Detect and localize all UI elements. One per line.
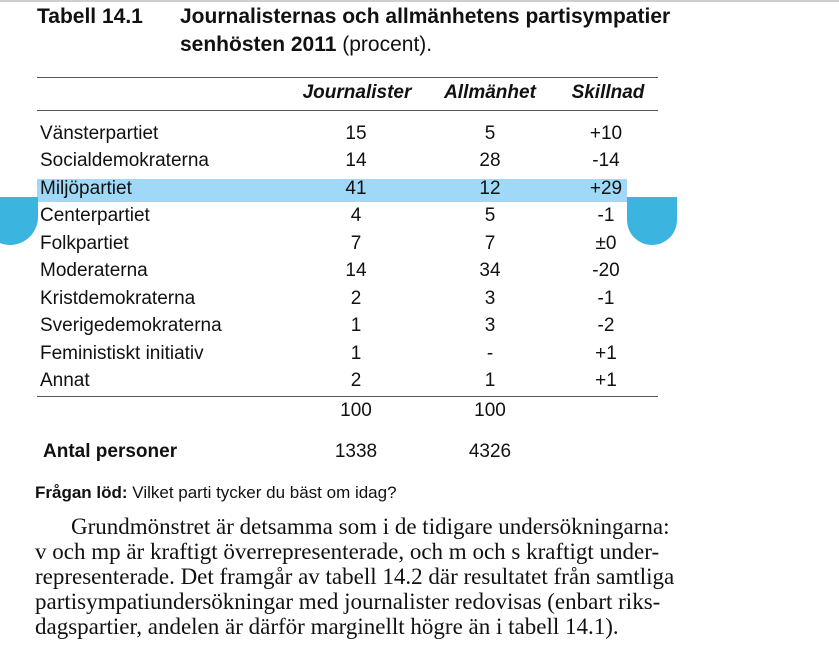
body-paragraph: [35, 514, 805, 639]
party-name: Vänsterpartiet: [40, 123, 159, 144]
value-allmanhet: -: [486, 343, 494, 364]
value-skillnad: ±0: [595, 233, 617, 254]
value-journalister: 2: [350, 370, 362, 391]
party-name: Centerpartiet: [40, 205, 150, 226]
table-title: Journalisternas och allmänhetens partisympatier: [180, 5, 671, 28]
body-line: v och mp är kraftigt överrepresenterade, och m och s kraftigt under-: [35, 539, 660, 564]
table-row[interactable]: [37, 313, 658, 340]
antal-journalister: 1338: [334, 441, 378, 462]
value-allmanhet: 12: [479, 178, 501, 199]
value-journalister: 2: [350, 288, 362, 309]
value-skillnad: -14: [592, 150, 620, 171]
value-skillnad: +10: [589, 123, 623, 144]
party-name: Socialdemokraterna: [40, 150, 209, 171]
table-subtitle: senhösten 2011 (procent).: [180, 33, 433, 56]
table-number: Tabell 14.1: [37, 5, 143, 28]
value-journalister: 41: [345, 178, 367, 199]
body-line: representerade. Det framgår av tabell 14.2 där resultatet från samtliga: [35, 564, 675, 589]
antal-allmanhet: 4326: [468, 441, 512, 462]
top-divider: [0, 0, 839, 2]
table-row[interactable]: [37, 231, 658, 258]
value-skillnad: -2: [597, 315, 615, 336]
col-header-journalister: Journalister: [302, 82, 412, 103]
body-line: partisympatiundersökningar med journalister redovisas (enbart riks-: [35, 589, 661, 614]
value-journalister: 15: [345, 123, 367, 144]
value-journalister: 4: [350, 205, 362, 226]
value-allmanhet: 5: [484, 205, 496, 226]
table-row[interactable]: [37, 286, 658, 313]
table-row[interactable]: [37, 121, 658, 148]
body-line: dagspartier, andelen är därför marginellt högre än i tabell 14.1).: [35, 614, 619, 639]
table-row[interactable]: [37, 368, 658, 395]
value-skillnad: +1: [595, 370, 617, 391]
value-skillnad: -20: [592, 260, 620, 281]
value-skillnad: -1: [597, 288, 615, 309]
value-allmanhet: 3: [484, 288, 496, 309]
party-name: Feministiskt initiativ: [40, 343, 204, 364]
value-allmanhet: 34: [479, 260, 501, 281]
survey-question: Frågan löd: Vilket parti tycker du bäst om idag?: [35, 483, 397, 502]
table-row[interactable]: [37, 341, 658, 368]
header-rule: [37, 110, 658, 111]
value-allmanhet: 1: [484, 370, 496, 391]
antal-personer-label: Antal personer: [43, 441, 178, 462]
value-allmanhet: 7: [484, 233, 496, 254]
party-name: Sverigedemokraterna: [40, 315, 222, 336]
table-top-rule: [37, 77, 658, 78]
table-row[interactable]: [37, 203, 658, 230]
value-skillnad: +29: [589, 178, 623, 199]
party-name: Kristdemokraterna: [40, 288, 196, 309]
col-header-skillnad: Skillnad: [571, 82, 645, 103]
body-line: Grundmönstret är detsamma som i de tidigare undersökningarna:: [71, 514, 670, 539]
sum-allmanhet: 100: [474, 400, 506, 421]
value-skillnad: -1: [597, 205, 615, 226]
col-header-allmanhet: Allmänhet: [444, 82, 536, 103]
sum-rule: [37, 396, 658, 397]
value-allmanhet: 3: [484, 315, 496, 336]
value-allmanhet: 5: [484, 123, 496, 144]
table-row[interactable]: [37, 176, 658, 203]
value-journalister: 1: [350, 343, 362, 364]
value-journalister: 14: [345, 150, 367, 171]
selection-start-handle[interactable]: [0, 197, 38, 245]
party-name: Folkpartiet: [40, 233, 129, 254]
party-name: Annat: [40, 370, 90, 391]
value-journalister: 7: [350, 233, 362, 254]
table-row[interactable]: [37, 148, 658, 175]
value-skillnad: +1: [595, 343, 617, 364]
party-name: Miljöpartiet: [40, 178, 132, 199]
value-journalister: 1: [350, 315, 362, 336]
party-name: Moderaterna: [40, 260, 148, 281]
value-allmanhet: 28: [479, 150, 501, 171]
table-row[interactable]: [37, 258, 658, 285]
sum-journalister: 100: [340, 400, 372, 421]
value-journalister: 14: [345, 260, 367, 281]
